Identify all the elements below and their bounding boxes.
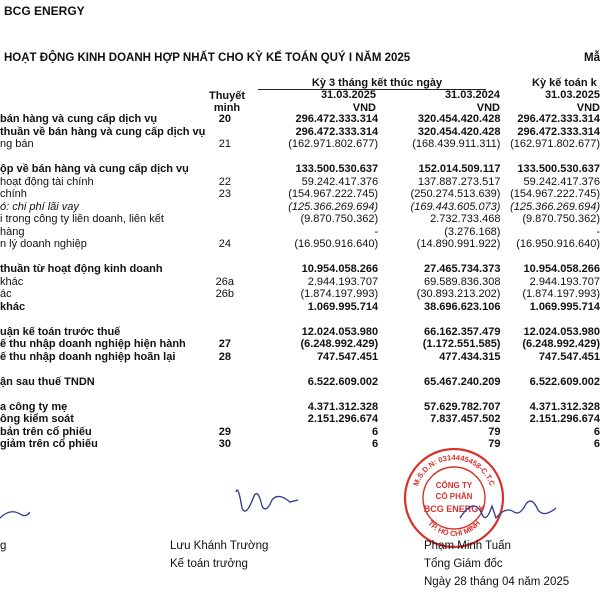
row-value-ytd-2025 (500, 363, 600, 376)
table-row (0, 376, 600, 389)
row-value-ytd-2025: 296.472.333.314 (517, 125, 600, 138)
row-label: a công ty mẹ (0, 400, 68, 413)
row-label (0, 151, 205, 164)
row-value-ytd-2025: 1.069.995.714 (529, 300, 600, 313)
row-value-ytd-2025: 12.024.053.980 (523, 325, 600, 338)
row-value-q1-2024: 152.014.509.117 (418, 163, 501, 175)
row-label (0, 363, 205, 376)
row-label: giảm trên cổ phiếu (0, 438, 98, 450)
col1-unit: VND (352, 102, 376, 114)
row-label: ế thu nhập doanh nghiệp hiện hành (0, 338, 186, 350)
row-value-q1-2025 (244, 363, 378, 376)
row-value-ytd-2025: 2.151.296.674 (529, 413, 600, 425)
row-label (0, 388, 205, 401)
row-note (205, 388, 244, 401)
row-label (0, 251, 205, 264)
table-row (0, 438, 600, 451)
col3-date: 31.03.2025 (544, 89, 600, 101)
row-note: 24 (218, 238, 231, 250)
table-row (0, 163, 600, 176)
row-value-ytd-2025: 6 (593, 425, 600, 438)
left-signature-stroke (0, 488, 30, 528)
row-value-q1-2024: (3.276.168) (444, 225, 501, 238)
row-value-q1-2025 (244, 388, 378, 401)
row-note: 21 (218, 138, 231, 150)
accountant-title: Kế toán trưởng (170, 558, 248, 570)
row-value-ytd-2025: 2.944.193.707 (529, 275, 600, 288)
row-value-q1-2025: 296.472.333.314 (295, 125, 379, 138)
row-note (205, 263, 244, 276)
row-value-q1-2025: 296.472.333.314 (295, 113, 379, 125)
row-label: ận sau thuế TNDN (0, 375, 95, 388)
row-label: n lý doanh nghiệp (0, 238, 87, 250)
row-value-q1-2025: (6.248.992.429) (300, 338, 379, 350)
row-value-q1-2024: 66.162.357.479 (424, 325, 501, 338)
row-value-q1-2024: (14.890.991.922) (416, 238, 501, 250)
table-row (0, 351, 600, 364)
row-value-q1-2024 (378, 363, 500, 376)
table-row (0, 126, 600, 139)
col1-date: 31.03.2025 (320, 89, 376, 101)
row-label: thuần từ hoạt động kinh doanh (0, 263, 163, 275)
note-column-header: Thuyết minh (208, 90, 246, 114)
table-row (0, 388, 600, 401)
table-row (0, 138, 600, 151)
row-label: ng bán (0, 138, 34, 150)
col2-header (390, 89, 500, 115)
stamp-line2: CỔ PHẦN (435, 492, 473, 501)
table-row (0, 226, 600, 239)
row-label: chính (0, 188, 27, 200)
row-note (205, 313, 244, 326)
row-value-q1-2025 (244, 151, 378, 164)
row-value-q1-2024: 38.696.623.106 (424, 300, 501, 313)
row-label: ác (0, 288, 12, 300)
row-value-q1-2025: 4.371.312.328 (307, 400, 379, 413)
table-row (0, 413, 600, 426)
period-ytd-header: Kỳ kế toán k (532, 77, 597, 89)
row-value-q1-2025: - (374, 225, 379, 238)
row-note: 27 (218, 338, 231, 350)
row-value-q1-2024 (378, 251, 500, 264)
row-note (205, 126, 244, 139)
table-row (0, 113, 600, 126)
stamp-line3: BCG ENERGY (423, 504, 485, 514)
row-value-q1-2025: 6 (371, 438, 379, 450)
row-value-q1-2024: 7.837.457.502 (430, 413, 501, 425)
row-value-ytd-2025: 10.954.058.266 (523, 263, 600, 275)
table-row (0, 301, 600, 314)
row-value-ytd-2025: 296.472.333.314 (517, 113, 600, 125)
row-value-q1-2025: (125.366.269.694) (288, 200, 379, 213)
row-label: khác (0, 275, 24, 288)
row-value-ytd-2025: 59.242.417.376 (523, 175, 600, 188)
table-row (0, 338, 600, 351)
row-label (0, 313, 205, 326)
table-row (0, 276, 600, 289)
row-value-q1-2025: 747.547.451 (316, 350, 379, 363)
left-signer-fragment: g (0, 540, 7, 552)
period-quarter-header: Kỳ 3 tháng kết thúc ngày (311, 77, 443, 89)
row-value-q1-2024: (168.439.911.311) (412, 138, 501, 150)
table-row (0, 363, 600, 376)
accountant-name: Lưu Khánh Trường (170, 540, 269, 552)
row-value-q1-2024: 320.454.420.428 (417, 125, 501, 138)
col2-unit: VND (476, 102, 500, 114)
row-value-q1-2025: 2.151.296.674 (307, 413, 379, 425)
row-value-ytd-2025: (9.870.750.362) (522, 213, 600, 225)
row-value-ytd-2025 (500, 251, 600, 264)
row-value-ytd-2025: - (596, 225, 600, 238)
row-label: i trong công ty liên doanh, liên kết (0, 213, 164, 225)
row-value-q1-2025: 2.944.193.707 (307, 275, 379, 288)
row-note (205, 226, 244, 239)
row-value-ytd-2025 (500, 151, 600, 164)
row-value-q1-2025: (16.950.916.640) (294, 238, 379, 250)
row-value-q1-2024: 79 (488, 425, 501, 438)
row-value-ytd-2025: 6 (593, 438, 600, 450)
row-value-q1-2024: 79 (488, 438, 501, 450)
row-value-q1-2025: 6 (371, 425, 379, 438)
row-label: ế thu nhập doanh nghiệp hoãn lại (0, 350, 176, 363)
row-value-q1-2025: (162.971.802.677) (288, 138, 379, 150)
form-code: Mẫ (584, 52, 600, 64)
row-note (205, 163, 244, 176)
row-value-q1-2025: (154.967.222.745) (288, 188, 379, 200)
col3-header (490, 89, 600, 115)
col2-date: 31.03.2024 (444, 89, 500, 101)
company-name: BCG ENERGY (4, 4, 85, 18)
table-row (0, 201, 600, 214)
row-value-ytd-2025 (500, 313, 600, 326)
row-label: uận kế toán trước thuế (0, 325, 121, 338)
row-value-ytd-2025: (6.248.992.429) (522, 338, 600, 350)
row-note (205, 413, 244, 426)
row-value-q1-2024 (378, 388, 500, 401)
row-value-ytd-2025 (500, 388, 600, 401)
table-row (0, 151, 600, 164)
row-value-q1-2024: (250.274.513.639) (410, 188, 501, 200)
row-label: ó: chi phí lãi vay (0, 200, 79, 213)
row-note (205, 251, 244, 264)
row-value-ytd-2025: 4.371.312.328 (529, 400, 600, 413)
stamp-bottom-text: TP. HỒ CHÍ MINH (426, 518, 482, 539)
table-row (0, 176, 600, 189)
row-note: 28 (218, 350, 231, 363)
row-value-q1-2025: 12.024.053.980 (301, 325, 379, 338)
row-label: hoạt động tài chính (0, 175, 94, 188)
accountant-signature (232, 478, 302, 528)
director-name: Phạm Minh Tuấn (424, 540, 511, 552)
row-note (205, 401, 244, 414)
row-value-q1-2025: 10.954.058.266 (301, 263, 379, 275)
row-label: thuần về bán hàng và cung cấp dịch vụ (0, 125, 206, 138)
row-value-q1-2025 (244, 313, 378, 326)
table-row (0, 263, 600, 276)
row-note: 30 (218, 438, 231, 450)
row-value-q1-2024: (169.443.605.073) (410, 200, 501, 213)
row-value-q1-2024 (378, 151, 500, 164)
row-note (205, 301, 244, 314)
row-label: khác (0, 300, 26, 313)
table-row (0, 326, 600, 339)
table-row (0, 188, 600, 201)
report-title: HOẠT ĐỘNG KINH DOANH HỢP NHẤT CHO KỲ KẾ TOÁN QUÝ I NĂM 2025 (4, 52, 411, 64)
row-value-q1-2024 (378, 313, 500, 326)
row-value-ytd-2025: 747.547.451 (538, 350, 600, 363)
row-value-ytd-2025: (16.950.916.640) (516, 238, 600, 250)
row-note (205, 376, 244, 389)
row-value-q1-2025 (244, 251, 378, 264)
stamp-top-text: M.S.D.N: 0314445458-C.T.C (411, 452, 497, 488)
row-value-q1-2024: (30.893.213.202) (416, 288, 501, 300)
table-row (0, 213, 600, 226)
row-value-ytd-2025: 6.522.609.002 (529, 375, 600, 388)
stamp-line1: CÔNG TY (435, 481, 473, 490)
table-row (0, 288, 600, 301)
col1-header (266, 89, 376, 115)
row-value-q1-2025: 6.522.609.002 (307, 375, 379, 388)
director-title: Tổng Giám đốc (424, 558, 503, 570)
row-value-q1-2024: 27.465.734.373 (424, 263, 501, 275)
row-value-q1-2025: (9.870.750.362) (300, 213, 379, 225)
director-signature (456, 488, 566, 536)
row-note: 26b (215, 288, 235, 300)
row-value-ytd-2025: (1.874.197.993) (522, 288, 600, 300)
row-value-q1-2024: 477.434.315 (439, 350, 501, 363)
row-label: bản trên cổ phiếu (0, 425, 92, 438)
row-value-q1-2024: 57.629.782.707 (424, 400, 501, 413)
row-note: 20 (218, 113, 231, 125)
row-value-ytd-2025: (162.971.802.677) (510, 138, 600, 150)
row-note: 23 (218, 188, 231, 200)
row-label: ộp về bán hàng và cung cấp dịch vụ (0, 163, 189, 175)
row-value-q1-2024: 320.454.420.428 (417, 113, 501, 125)
table-row (0, 238, 600, 251)
row-note: 22 (218, 175, 231, 188)
table-row (0, 313, 600, 326)
col3-unit: VND (576, 102, 600, 114)
table-row (0, 251, 600, 264)
row-label: ông kiểm soát (0, 413, 74, 425)
row-value-q1-2024: 137.887.273.517 (417, 175, 501, 188)
row-label: hàng (0, 225, 25, 238)
row-value-ytd-2025: 133.500.530.637 (517, 163, 600, 175)
row-value-q1-2024: 65.467.240.209 (424, 375, 501, 388)
row-note (205, 326, 244, 339)
row-value-q1-2025: 59.242.417.376 (301, 175, 379, 188)
row-value-q1-2025: 1.069.995.714 (307, 300, 379, 313)
row-value-q1-2025: 133.500.530.637 (295, 163, 379, 175)
row-value-q1-2025: (1.874.197.993) (300, 288, 379, 300)
row-note (205, 213, 244, 226)
table-row (0, 426, 600, 439)
row-note: 26a (215, 275, 235, 288)
row-value-q1-2024: 69.589.836.308 (424, 275, 501, 288)
row-value-ytd-2025: (154.967.222.745) (510, 188, 600, 200)
row-value-ytd-2025: (125.366.269.694) (510, 200, 600, 213)
row-note (205, 201, 244, 214)
report-date: Ngày 28 tháng 04 năm 2025 (424, 576, 570, 588)
row-note (205, 151, 244, 164)
row-value-q1-2024: 2.732.733.468 (430, 213, 501, 225)
row-note: 29 (218, 425, 231, 438)
table-row (0, 401, 600, 414)
row-label: bán hàng và cung cấp dịch vụ (0, 113, 158, 125)
income-statement-table (0, 113, 600, 451)
row-note (205, 363, 244, 376)
row-value-q1-2024: (1.172.551.585) (422, 338, 501, 350)
